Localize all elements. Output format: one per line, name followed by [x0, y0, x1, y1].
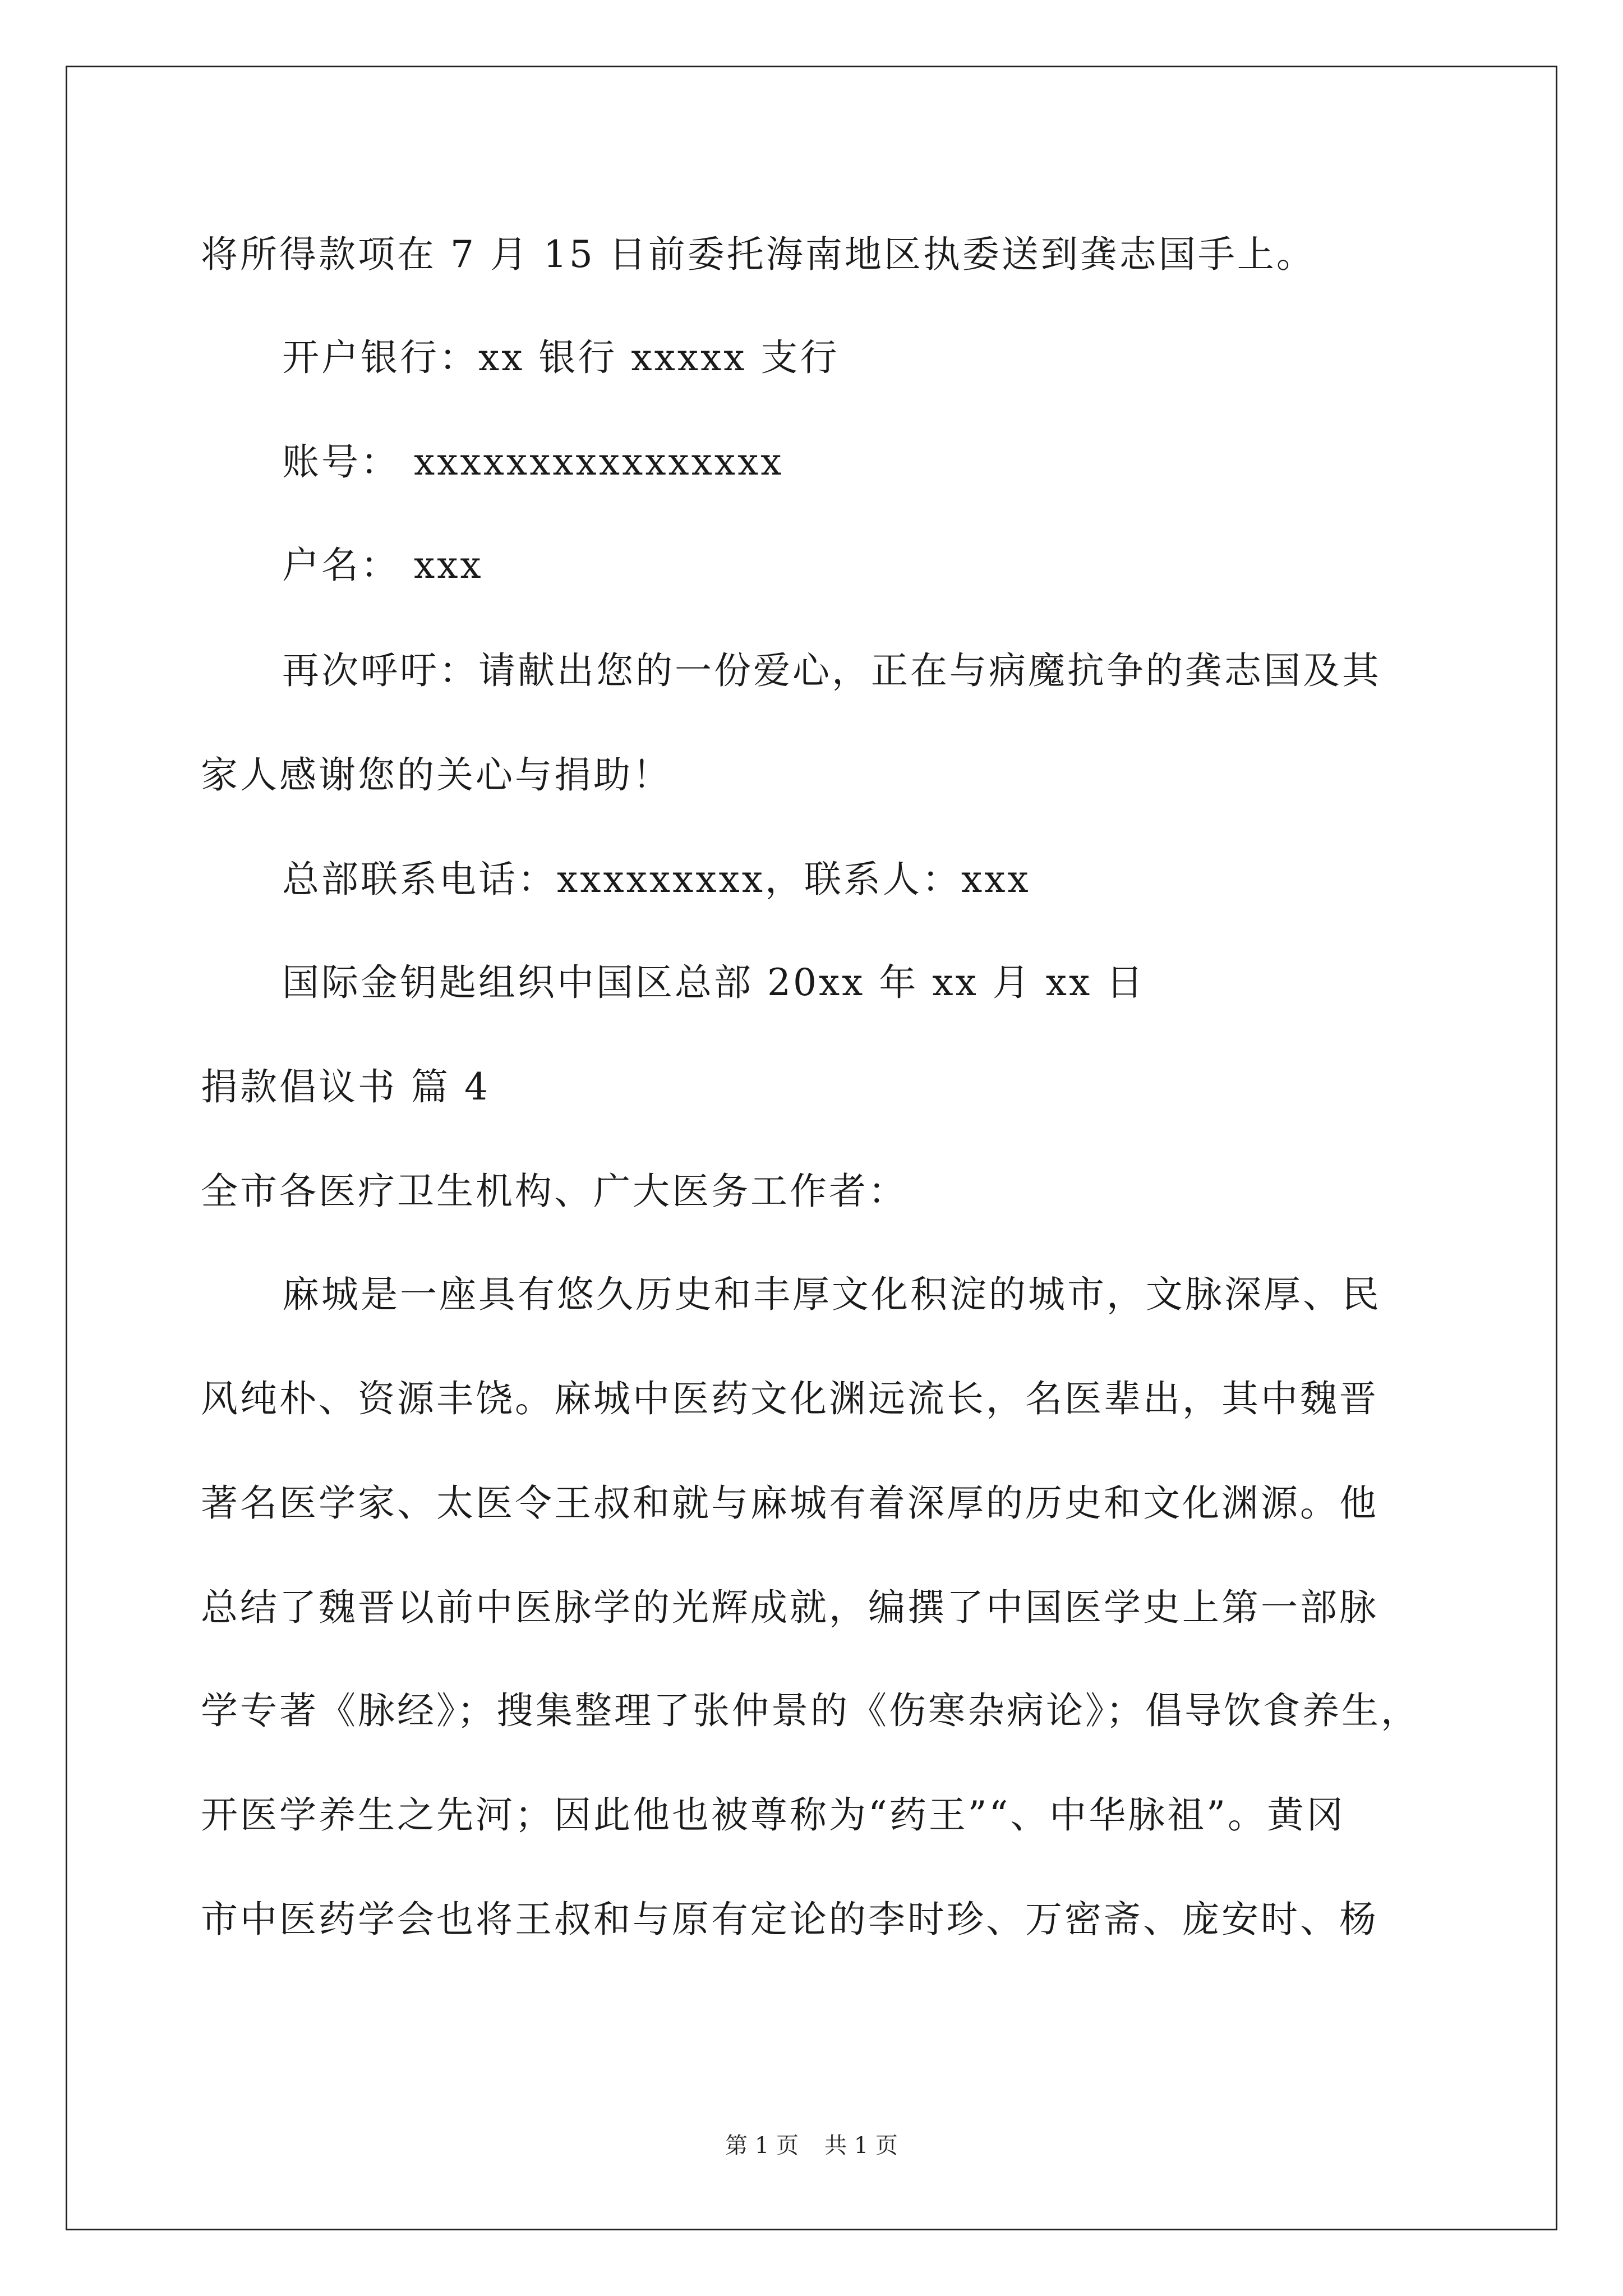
text-line-bank: 开户银行：xx 银行 xxxxx 支行 [282, 336, 840, 379]
text-line: 麻城是一座具有悠久历史和丰厚文化积淀的城市，文脉深厚、民 [282, 1273, 1381, 1316]
page-total: 共 1 页 [824, 2133, 898, 2159]
text-line: 市中医药学会也将王叔和与原有定论的李时珍、万密斋、庞安时、杨 [201, 1898, 1378, 1941]
salutation: 全市各医疗卫生机构、广大医务工作者： [201, 1170, 907, 1213]
text-line: 开医学养生之先河；因此他也被尊称为“药王”“、中华脉祖”。黄冈 [201, 1793, 1345, 1837]
text-line: 家人感谢您的关心与捐助！ [201, 753, 672, 797]
text-line: 学专著《脉经》；搜集整理了张仲景的《伤寒杂病论》；倡导饮食养生， [201, 1689, 1420, 1732]
text-line: 著名医学家、太医令王叔和就与麻城有着深厚的历史和文化渊源。他 [201, 1481, 1378, 1525]
text-line-signature: 国际金钥匙组织中国区总部 20xx 年 xx 月 xx 日 [282, 961, 1146, 1004]
text-line: 将所得款项在 7 月 15 日前委托海南地区执委送到龚志国手上。 [201, 233, 1316, 276]
text-line: 再次呼吁：请献出您的一份爱心，正在与病魔抗争的龚志国及其 [282, 649, 1381, 692]
text-line: 风纯朴、资源丰饶。麻城中医药文化渊远流长，名医辈出，其中魏晋 [201, 1377, 1378, 1420]
page-footer [0, 2132, 1623, 2160]
page-number: 第 1 页 [725, 2133, 799, 2159]
text-line-contact: 总部联系电话：xxxxxxxxx，联系人：xxx [282, 858, 1031, 901]
text-line-account: 账号： xxxxxxxxxxxxxxxx [282, 440, 784, 484]
section-heading: 捐款倡议书 篇 4 [201, 1065, 490, 1108]
text-line: 总结了魏晋以前中医脉学的光辉成就，编撰了中国医学史上第一部脉 [201, 1586, 1378, 1629]
text-line-account-name: 户名： xxx [282, 544, 483, 587]
